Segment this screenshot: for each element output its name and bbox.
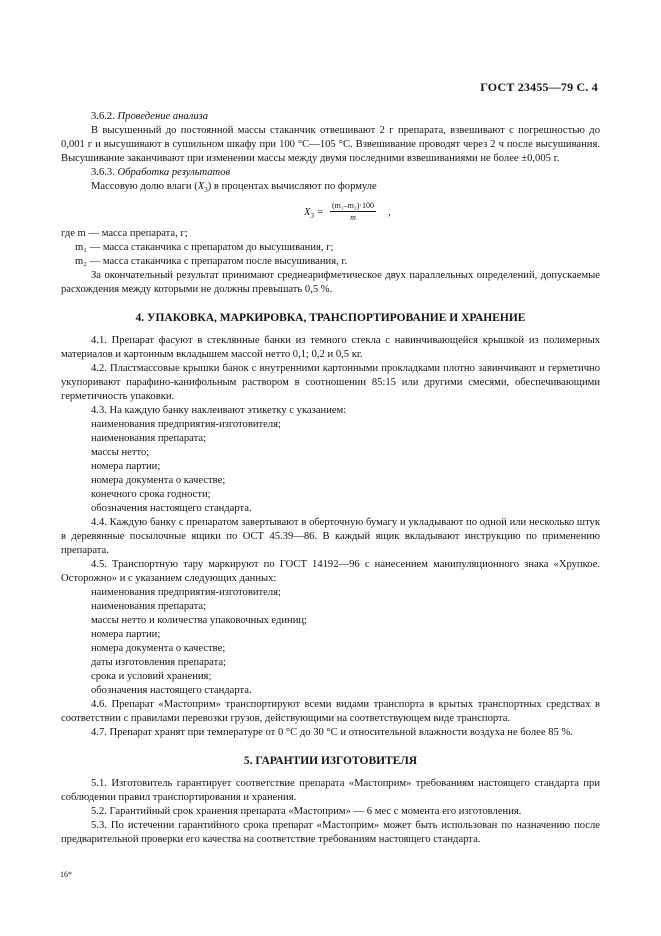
- formula-numerator: (m₁–m₂)·100: [332, 201, 375, 211]
- list-item: номера партии;: [91, 629, 161, 641]
- page-header: ГОСТ 23455—79 С. 4: [480, 80, 598, 94]
- paragraph-4-1: 4.1. Препарат фасуют в стеклянные банки из темного стекла с навинчивающейся крышкой из полимерных материалов и картонным вкладышем массой нетто 0,1; 0,2 и 0,5 кг.: [61, 335, 600, 361]
- variable-m1: m₁ — масса стаканчика с препаратом до высушивания, г;: [75, 242, 334, 254]
- page-footer-mark: 16*: [60, 870, 72, 879]
- list-item: номера партии;: [91, 461, 161, 473]
- moisture-formula: [304, 200, 600, 224]
- paragraph-3-6-2: В высушенный до постоянной массы стаканчик отвешивают 2 г препарата, взвешивают с погрешностью до 0,001 г и высушивают в сушильном шкафу при 100 °С—105 °С. Взвешивание проводят через 2 ч после высушивания. Высушивание заканчивают при изменении массы между двумя последними взвешиваниями не более ±0,005 г.: [61, 125, 600, 164]
- list-item: наименования препарата;: [91, 601, 207, 613]
- list-item: конечного срока годности;: [91, 489, 211, 501]
- paragraph-5-2: 5.2. Гарантийный срок хранения препарата «Мастоприм» — 6 мес с момента его изготовления.: [91, 806, 522, 818]
- list-item: наименования предприятия-изготовителя;: [91, 587, 281, 599]
- paragraph-4-2: 4.2. Пластмассовые крышки банок с внутренними картонными прокладками плотно завинчивают и герметично укупоривают парафино-канифольным раствором в соотношении 85:15 или другими смесями, обеспечивающими герметичность упаковки.: [61, 363, 600, 403]
- subsection-number: 3.6.3.: [91, 167, 115, 178]
- list-item: наименования предприятия-изготовителя;: [91, 419, 281, 431]
- list-item: обозначения настоящего стандарта.: [91, 503, 252, 515]
- subsection-title: Обработка результатов: [117, 167, 231, 178]
- paragraph-5-1: 5.1. Изготовитель гарантирует соответствие препарата «Мастоприм» требованиям настоящего стандарта при соблюдении правил транспортирования и хранения.: [61, 778, 600, 804]
- paragraph-4-4: 4.4. Каждую банку с препаратом завертывают в оберточную бумагу и укладывают по одной или несколько штук в деревянные посылочные ящики по ОСТ 45.39—86. В каждый ящик вкладывают инструкцию по применению препарата.: [61, 517, 600, 557]
- section-title-5: 5. ГАРАНТИИ ИЗГОТОВИТЕЛЯ: [243, 755, 418, 768]
- final-result-paragraph: За окончательный результат принимают среднеарифметическое двух параллельных определений, допускаемые расхождения между которыми не должны превышать 0,5 %.: [61, 270, 600, 296]
- formula-fraction: [330, 200, 376, 223]
- section-title-4: 4. УПАКОВКА, МАРКИРОВКА, ТРАНСПОРТИРОВАНИЕ И ХРАНЕНИЕ: [135, 312, 526, 325]
- variable-m2: m₂ — масса стаканчика с препаратом после высушивания, г.: [75, 256, 348, 268]
- list-item: срока и условий хранения;: [91, 671, 212, 683]
- formula-denominator: m: [350, 213, 356, 223]
- formula-lhs: $X_3$ =: [304, 207, 324, 221]
- list-item: номера документа о качестве;: [91, 475, 226, 487]
- subsection-heading-3-6-3: [61, 166, 600, 180]
- list-item: обозначения настоящего стандарта.: [91, 685, 252, 697]
- document-body: [61, 110, 600, 847]
- subsection-title: Проведение анализа: [117, 111, 209, 122]
- subsection-heading-3-6-2: [61, 110, 600, 124]
- paragraph-4-3: 4.3. На каждую банку наклеивают этикетку с указанием:: [91, 405, 347, 417]
- paragraph-4-6: 4.6. Препарат «Мастоприм» транспортируют всеми видами транспорта в крытых транспортных средствах в соответствии с правилами перевозки грузов, действующими на соответствующем виде транспорта.: [61, 699, 600, 725]
- list-item: массы нетто и количества упаковочных единиц;: [91, 615, 307, 627]
- list-item: номера документа о качестве;: [91, 643, 226, 655]
- paragraph-4-7: 4.7. Препарат хранят при температуре от 0 °С до 30 °С и относительной влажности воздуха не более 85 %.: [91, 727, 573, 739]
- list-item: наименования препарата;: [91, 433, 207, 445]
- subsection-number: 3.6.2.: [91, 111, 115, 122]
- list-item: даты изготовления препарата;: [91, 657, 226, 669]
- list-item: массы нетто;: [91, 447, 150, 459]
- paragraph-4-5: 4.5. Транспортную тару маркируют по ГОСТ 14192—96 с нанесением манипуляционного знака «Хрупкое. Осторожно» и с указанием следующих данных:: [61, 559, 600, 585]
- paragraph-5-3: 5.3. По истечении гарантийного срока препарат «Мастоприм» может быть использован по назначению после предварительной проверки его качества на соответствие требованиям настоящего стандарта.: [61, 820, 600, 846]
- formula-tail: ,: [388, 207, 391, 219]
- variable-where: где m — масса препарата, г;: [61, 228, 188, 240]
- formula-intro: Массовую долю влаги $(X_3)$ в процентах вычисляют по формуле: [91, 181, 377, 195]
